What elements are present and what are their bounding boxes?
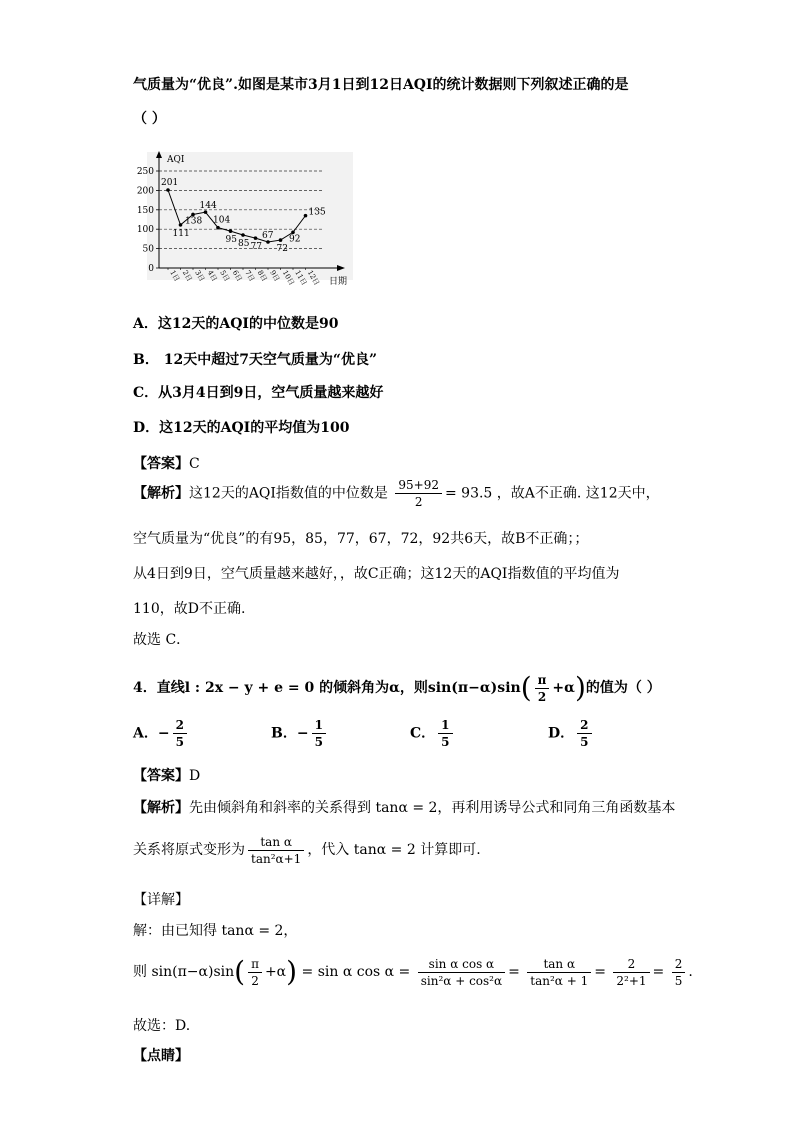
data-label: 138: [185, 216, 203, 227]
q4-stem: 4．直线l : 2x − y + e = 0 的倾斜角为α，则sin(π−α)sin( $\frac{\pi}{2}$ +α)的值为（ ）: [133, 671, 661, 704]
answer-value: D: [189, 768, 201, 784]
answer-value: C: [189, 456, 200, 472]
q3-option-d: D．这12天的AQI的平均值为100: [133, 420, 350, 436]
numerator: tan α: [248, 835, 304, 851]
q3-paren: （ ）: [133, 111, 166, 127]
fraction-2: [527, 957, 591, 988]
q3-analysis-line-4: 110，故D不正确.: [133, 601, 246, 617]
denominator: 2²+1: [616, 973, 647, 988]
analysis-label: 【解析】: [133, 485, 189, 502]
option-label: A．−: [133, 725, 170, 742]
q4-stem-denominator: 2: [537, 689, 547, 704]
data-label: 95: [225, 235, 237, 246]
q3-analysis-line-2: 空气质量为“优良”的有95，85，77，67，72，92共6天，故B不正确；；: [133, 531, 589, 547]
x-tick-label: 12日: [305, 269, 321, 287]
numerator: 1: [438, 718, 452, 734]
numerator: 1: [312, 718, 326, 734]
analysis-text: 先由倾斜角和斜率的关系得到 tanα = 2，再利用诱导公式和同角三角函数基本: [189, 800, 676, 816]
data-label: 201: [161, 178, 179, 189]
q4-option-d: [548, 718, 595, 749]
data-point: [216, 226, 220, 230]
data-label: 111: [172, 228, 190, 239]
fraction-3: [613, 957, 649, 988]
q3-answer: [133, 453, 200, 473]
analysis-text: 关系将原式变形为: [133, 842, 245, 858]
data-label: 77: [250, 242, 262, 253]
data-label: 67: [262, 231, 274, 242]
data-label: 85: [238, 239, 250, 250]
q4-answer: [133, 765, 200, 785]
q4-option-c: [410, 718, 456, 749]
denominator: 5: [314, 735, 323, 749]
y-axis-label: AQI: [167, 155, 185, 165]
q4-stem-fraction: [535, 673, 550, 704]
q4-choose: 故选：D.: [133, 1018, 191, 1034]
denominator: 5: [441, 735, 450, 749]
numerator: 2: [672, 957, 686, 973]
denominator: 5: [175, 735, 184, 749]
q4-stem-text: 4．直线l : 2x − y + e = 0 的倾斜角为α，则sin(π−α)sin: [133, 680, 521, 696]
x-tick-label: 9日: [268, 269, 281, 283]
fraction-4: [672, 957, 686, 988]
x-tick-label: 1日: [168, 269, 181, 283]
data-point: [166, 188, 170, 192]
denominator: 2: [251, 973, 259, 988]
x-tick-label: 4日: [205, 269, 219, 283]
q4-solution-line-2: 则 sin(π−α)sin( $\frac{\pi}{2}$ +α) = sin α cos α = $\frac{\text{sin α cos α}}{\text{sin²α + cos²α}}$ = $\frac{\text{tan α}}{\text{tan²α + 1}}$ = $\frac{2}{\text{2²+1}}$ = $\frac{2}{5}$ .: [133, 955, 693, 988]
q4-comment-label: 【点睛】: [133, 1048, 189, 1064]
option-fraction: [577, 718, 591, 749]
x-tick-label: 11日: [293, 269, 309, 287]
denominator: tan²α+1: [251, 851, 302, 866]
numerator: 2: [173, 718, 187, 734]
q4-analysis-line-1: [133, 797, 675, 817]
data-point: [254, 236, 258, 240]
y-tick-label: 50: [142, 244, 154, 255]
x-tick-label: 6日: [230, 269, 244, 283]
answer-label: 【答案】: [133, 456, 189, 472]
solution-text: = sin α cos α =: [301, 964, 411, 980]
data-point: [229, 229, 233, 233]
option-fraction: [438, 718, 452, 749]
median-fraction: [395, 478, 442, 509]
q3-option-c: C．从3月4日到9日，空气质量越来越好: [133, 385, 384, 401]
aqi-chart: [133, 146, 355, 292]
data-label: 72: [276, 244, 288, 255]
q3-option-b: B． 12天中超过7天空气质量为“优良”: [133, 352, 378, 368]
analysis-text: 这12天的AQI指数值的中位数是: [189, 485, 388, 502]
data-label: 144: [199, 201, 217, 212]
median-numerator: 95+92: [395, 478, 442, 494]
x-tick-label: 3日: [193, 269, 206, 283]
numerator: 2: [577, 718, 591, 734]
q3-analysis-line-1: [133, 478, 660, 509]
numerator: sin α cos α: [418, 957, 505, 973]
data-label: 135: [308, 207, 326, 218]
x-tick-label: 8日: [255, 269, 269, 283]
fraction-1: [418, 957, 505, 988]
q4-detail-label: 【详解】: [133, 892, 189, 908]
analysis-text: = 93.5 ，故A不正确. 这12天中，: [444, 485, 660, 502]
q4-stem-numerator: π: [535, 673, 550, 689]
data-label: 92: [289, 234, 301, 245]
median-denominator: 2: [414, 495, 423, 509]
numerator: 2: [613, 957, 649, 973]
data-label: 104: [213, 215, 231, 226]
x-tick-label: 2日: [180, 269, 194, 283]
solution-text: 则 sin(π−α)sin: [133, 964, 235, 980]
q3-option-a: A．这12天的AQI的中位数是90: [133, 316, 339, 332]
transform-fraction: [248, 835, 304, 866]
q4-option-a: [133, 718, 190, 749]
q3-analysis-line-3: 从4日到9日，空气质量越来越好，，故C正确；这12天的AQI指数值的平均值为: [133, 566, 620, 582]
q4-solution-line-1: 解：由已知得 tanα = 2，: [133, 923, 298, 939]
y-tick-label: 200: [136, 186, 154, 197]
q3-stem: 气质量为“优良”.如图是某市3月1日到12日AQI的统计数据则下列叙述正确的是: [133, 77, 629, 93]
denominator: 5: [580, 735, 589, 749]
data-point: [279, 238, 283, 242]
x-tick-label: 7日: [243, 269, 256, 283]
analysis-text: ，代入 tanα = 2 计算即可.: [307, 842, 481, 858]
denominator: 5: [674, 973, 683, 988]
q3-choose: 故选 C．: [133, 632, 191, 648]
q4-analysis-line-2: [133, 830, 481, 870]
pi-half-fraction: [248, 957, 262, 988]
numerator: tan α: [527, 957, 591, 973]
data-point: [241, 233, 245, 237]
y-tick-label: 250: [136, 167, 154, 177]
x-axis-label: 日期: [329, 277, 348, 287]
answer-label: 【答案】: [133, 768, 189, 784]
analysis-label: 【解析】: [133, 800, 189, 816]
y-tick-label: 0: [148, 264, 154, 274]
option-label: B．−: [271, 725, 309, 742]
option-label: C．: [410, 725, 436, 742]
y-tick-label: 100: [136, 225, 154, 236]
q4-option-b: [271, 718, 329, 749]
option-label: D．: [548, 725, 575, 742]
denominator: sin²α + cos²α: [420, 973, 503, 988]
option-fraction: [312, 718, 326, 749]
data-point: [304, 214, 308, 218]
q4-stem-tail: 的值为（ ）: [585, 680, 661, 696]
option-fraction: [173, 718, 187, 749]
denominator: tan²α + 1: [530, 973, 589, 988]
x-tick-label: 10日: [280, 269, 296, 287]
data-point: [179, 223, 183, 227]
x-tick-label: 5日: [218, 269, 231, 283]
y-tick-label: 150: [136, 205, 154, 216]
numerator: π: [248, 957, 262, 973]
